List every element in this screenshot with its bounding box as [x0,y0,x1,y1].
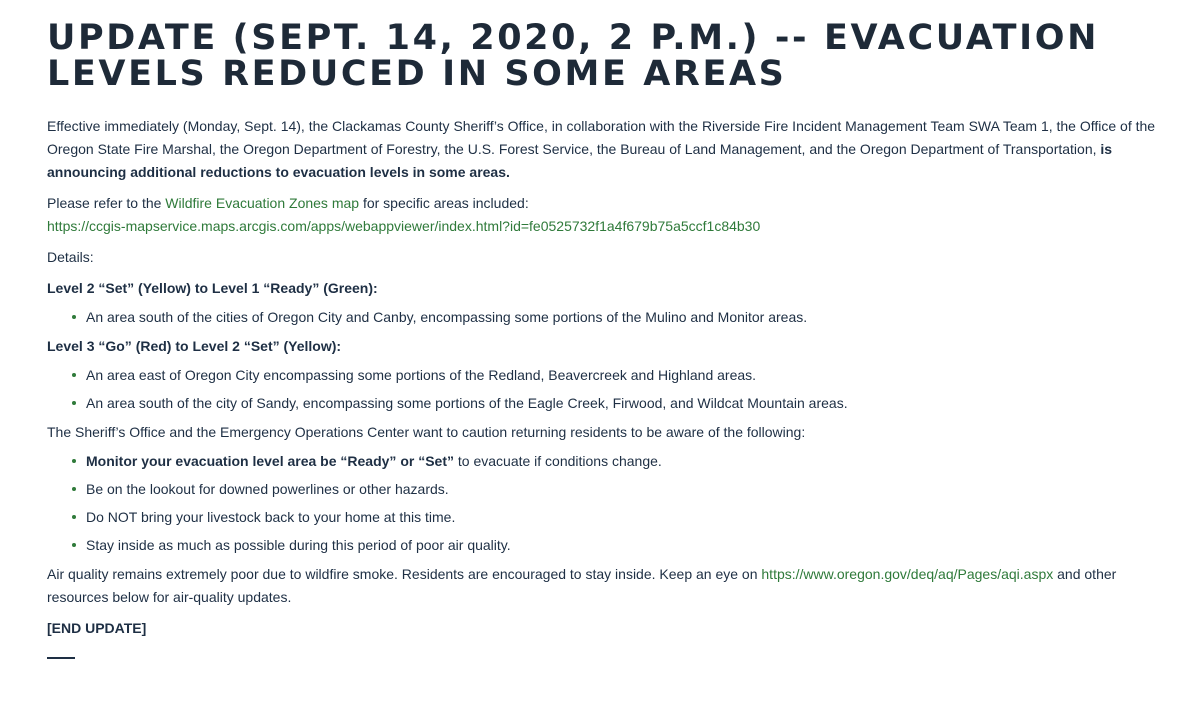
intro-bold-text: is announcing additional reductions to evacuation levels in some areas. [47,141,1113,180]
level-change-heading: Level 3 “Go” (Red) to Level 2 “Set” (Yellow): [47,338,342,354]
level-change-list [47,307,1160,327]
caution-item-rest: to evacuate if conditions change. [454,453,662,469]
air-quality-paragraph [47,563,1167,609]
list-item: Do NOT bring your livestock back to your home at this time. [72,507,1160,527]
caution-item-bold: Monitor your evacuation level area be “Ready” or “Set” [86,453,454,469]
list-item [72,451,1160,471]
intro-text: Effective immediately (Monday, Sept. 14), the Clackamas County Sheriff’s Office, in collaboration with the Riverside Fire Incident Management Team SWA Team 1, the Office of the Oregon State Fire Marshal, the Oregon Department of Forestry, the U.S. Forest Service, the Bureau of Land Management, and the Oregon Department of Transportation, [47,118,1156,157]
level-change-heading: Level 2 “Set” (Yellow) to Level 1 “Ready” (Green): [47,280,378,296]
caution-paragraph: The Sheriff’s Office and the Emergency Operations Center want to caution returning residents to be aware of the following: [47,424,806,440]
list-item: Be on the lookout for downed powerlines or other hazards. [72,479,1160,499]
list-item: An area east of Oregon City encompassing some portions of the Redland, Beavercreek and Highland areas. [72,365,1160,385]
list-item: Stay inside as much as possible during this period of poor air quality. [72,535,1160,555]
evacuation-zones-map-link[interactable]: Wildfire Evacuation Zones map [165,195,360,211]
list-item: An area south of the cities of Oregon City and Canby, encompassing some portions of the Mulino and Monitor areas. [72,307,1160,327]
air-quality-prefix: Air quality remains extremely poor due to wildfire smoke. Residents are encouraged to stay inside. Keep an eye on [47,566,762,582]
oregon-aqi-link[interactable]: https://www.oregon.gov/deq/aq/Pages/aqi.aspx [761,566,1054,582]
refer-paragraph [47,192,1160,238]
refer-prefix: Please refer to the [47,195,166,211]
refer-suffix: for specific areas included: [359,195,529,211]
caution-list [47,451,1160,555]
section-divider [47,657,75,659]
arcgis-map-url-link[interactable]: https://ccgis-mapservice.maps.arcgis.com/apps/webappviewer/index.html?id=fe0525732f1a4f679b75a5ccf1c84b30 [47,218,761,234]
details-label: Details: [47,249,94,265]
intro-paragraph [47,115,1167,184]
list-item: An area south of the city of Sandy, encompassing some portions of the Eagle Creek, Firwood, and Wildcat Mountain areas. [72,393,1160,413]
end-update-label: [END UPDATE] [47,620,147,636]
page-title: UPDATE (SEPT. 14, 2020, 2 P.M.) -- EVACUATION LEVELS REDUCED IN SOME AREAS [47,18,1100,94]
air-quality-suffix: and other resources below for air-quality updates. [47,566,1117,605]
level-change-list [47,365,1160,413]
